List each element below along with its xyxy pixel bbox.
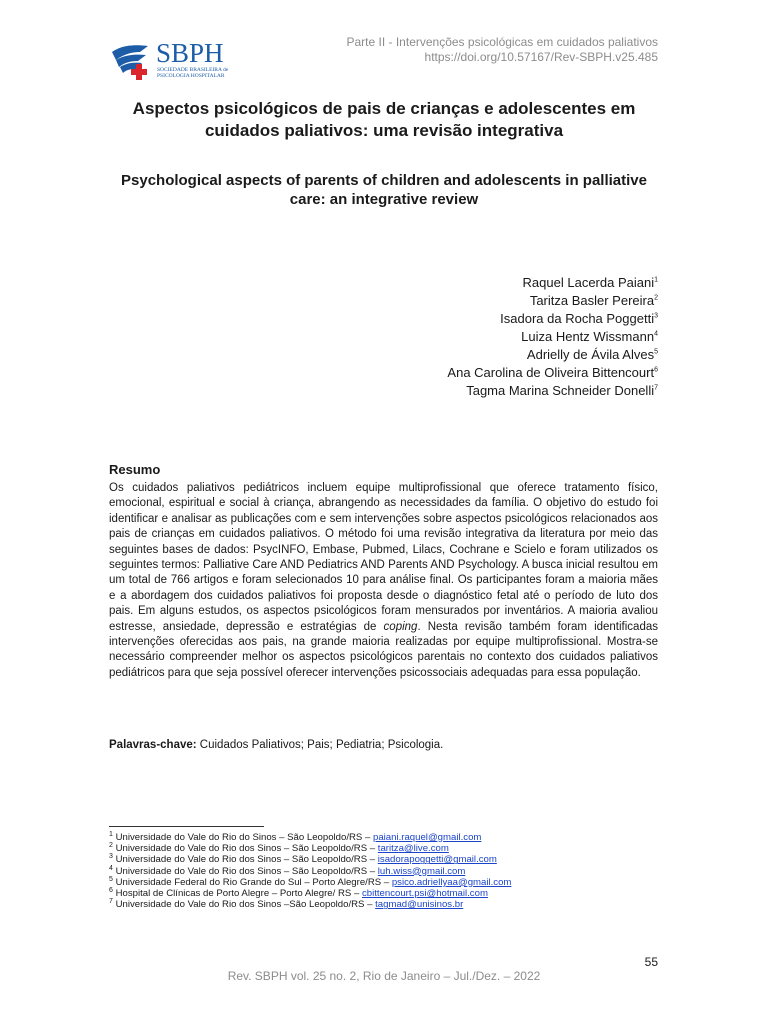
footnote-email-link[interactable]: luh.wiss@gmail.com — [377, 865, 466, 877]
keywords-value: Cuidados Paliativos; Pais; Pediatria; Psicologia. — [196, 739, 444, 751]
author-name: Luiza Hentz Wissmann — [521, 329, 655, 344]
footnote-affiliation: Hospital de Clínicas de Porto Alegre – Porto Alegre/ RS – — [112, 888, 362, 900]
author-name: Raquel Lacerda Paiani — [522, 275, 655, 290]
author-item — [447, 346, 658, 364]
author-ref: 3 — [654, 312, 658, 320]
footnote-email-link[interactable]: tagmad@unisinos.br — [375, 899, 464, 911]
author-name: Adrielly de Ávila Alves — [526, 347, 655, 362]
footnote-affiliation: Universidade do Vale do Rio dos Sinos – São Leopoldo/RS – — [112, 854, 378, 866]
footnote-email-link[interactable]: psico.adriellyaa@gmail.com — [391, 876, 512, 888]
author-ref: 4 — [654, 330, 658, 338]
footnote-ref: 1 — [109, 830, 113, 838]
author-ref: 2 — [654, 294, 658, 302]
title-english: Psychological aspects of parents of children and adolescents in palliative care: an integrative review — [121, 172, 647, 208]
footnote-item — [109, 854, 511, 865]
footnote-ref: 3 — [109, 853, 113, 861]
abstract-text — [109, 481, 658, 681]
footnote-email-link[interactable]: paiani.raquel@gmail.com — [373, 832, 482, 843]
author-name: Ana Carolina de Oliveira Bittencourt — [447, 365, 655, 380]
footnote-affiliation: Universidade do Vale do Rio dos Sinos – São Leopoldo/RS – — [112, 843, 378, 855]
logo-subtitle-line1: SOCIEDADE BRASILEIRA de — [157, 67, 229, 73]
footnote-item — [109, 832, 511, 843]
abstract-text-part2: . Nesta revisão também foram identificadas intervenções oferecidas aos pais, na grande maioria realizadas por equipe multiprofissional. Mostra-se necessário compreender melhor os aspectos psicológicos parentais no contexto dos cuidados paliativos pediátricos para que seja possível oferecer intervenções psicossociais adequadas para essa população. — [109, 620, 658, 679]
footnote-list — [109, 832, 511, 910]
journal-logo — [110, 40, 250, 82]
author-item — [447, 382, 658, 400]
footnote-affiliation: Universidade Federal do Rio Grande do Sul – Porto Alegre/RS – — [112, 876, 392, 888]
keywords-label: Palavras-chave: — [109, 739, 197, 751]
author-ref: 1 — [654, 276, 658, 284]
author-name: Taritza Basler Pereira — [529, 293, 655, 308]
author-ref: 7 — [654, 384, 658, 392]
footnote-ref: 6 — [109, 886, 113, 894]
footnote-item — [109, 877, 511, 888]
doi-link[interactable]: https://doi.org/10.57167/Rev-SBPH.v25.485 — [424, 50, 658, 64]
keywords — [109, 738, 443, 753]
author-item — [447, 364, 658, 382]
footnote-item — [109, 843, 511, 854]
logo-subtitle-line2: PSICOLOGIA HOSPITALAR — [157, 73, 225, 79]
footnote-ref: 2 — [109, 842, 113, 850]
footnote-affiliation: Universidade do Vale do Rio do Sinos – São Leopoldo/RS – — [112, 832, 373, 843]
running-header — [347, 35, 659, 65]
abstract-heading: Resumo — [109, 462, 161, 477]
author-item — [447, 310, 658, 328]
footnote-email-link[interactable]: isadorapoggetti@gmail.com — [377, 854, 497, 866]
logo-wordmark: SBPH — [156, 38, 224, 68]
author-item — [447, 328, 658, 346]
author-name: Tagma Marina Schneider Donelli — [466, 383, 655, 398]
footnote-ref: 4 — [109, 864, 113, 872]
abstract-italic-term: coping — [383, 620, 418, 633]
author-ref: 6 — [654, 366, 658, 374]
footnote-ref: 5 — [109, 875, 113, 883]
abstract-text-part1: Os cuidados paliativos pediátricos incluem equipe multiprofissional que oferece tratamento físico, emocional, espiritual e social à criança, abrangendo as necessidades da família. O objetivo do estudo foi identificar e analisar as publicações com e sem intervenções sobre aspectos psicológicos relacionados aos pais de crianças em cuidados paliativos. O método foi uma revisão integrativa da literatura por meio das seguintes bases de dados: PsycINFO, Embase, Pubmed, Lilacs, Cochrane e Scielo e foram utilizados os seguintes termos: Palliative Care AND Pediatrics AND Parents AND Psychology. A busca inicial resultou em um total de 766 artigos e foram selecionados 10 para análise final. Os participantes foram a maioria mães e a abordagem dos cuidados paliativos foi proposta desde o diagnóstico fetal até o período de luto dos pais. Em alguns estudos, os aspectos psicológicos foram mensurados por inventários. A maioria avaliou estresse, ansiedade, depressão e estratégias de — [109, 482, 658, 633]
logo-subtitle — [157, 67, 228, 79]
footnote-item — [109, 866, 511, 877]
sbph-bird-icon — [110, 40, 156, 82]
author-list — [447, 274, 658, 400]
footnote-divider — [109, 826, 264, 827]
footnote-email-link[interactable]: taritza@live.com — [377, 843, 449, 855]
footnote-email-link[interactable]: cbittencourt.psi@hotmail.com — [361, 888, 488, 900]
footnote-ref: 7 — [109, 898, 113, 906]
author-item — [447, 274, 658, 292]
author-name: Isadora da Rocha Poggetti — [500, 311, 655, 326]
title-portuguese: Aspectos psicológicos de pais de crianças e adolescentes em cuidados paliativos: uma revisão integrativa — [132, 99, 636, 140]
journal-footer: Rev. SBPH vol. 25 no. 2, Rio de Janeiro – Jul./Dez. – 2022 — [227, 969, 541, 983]
page-number: 55 — [644, 955, 658, 969]
section-label: Parte II - Intervenções psicológicas em cuidados paliativos — [346, 35, 658, 49]
footnote-item — [109, 888, 511, 899]
footnote-affiliation: Universidade do Vale do Rio dos Sinos – São Leopoldo/RS – — [112, 865, 378, 877]
footnote-affiliation: Universidade do Vale do Rio dos Sinos –São Leopoldo/RS – — [112, 899, 376, 911]
footnote-item — [109, 899, 511, 910]
author-item — [447, 292, 658, 310]
author-ref: 5 — [654, 348, 658, 356]
